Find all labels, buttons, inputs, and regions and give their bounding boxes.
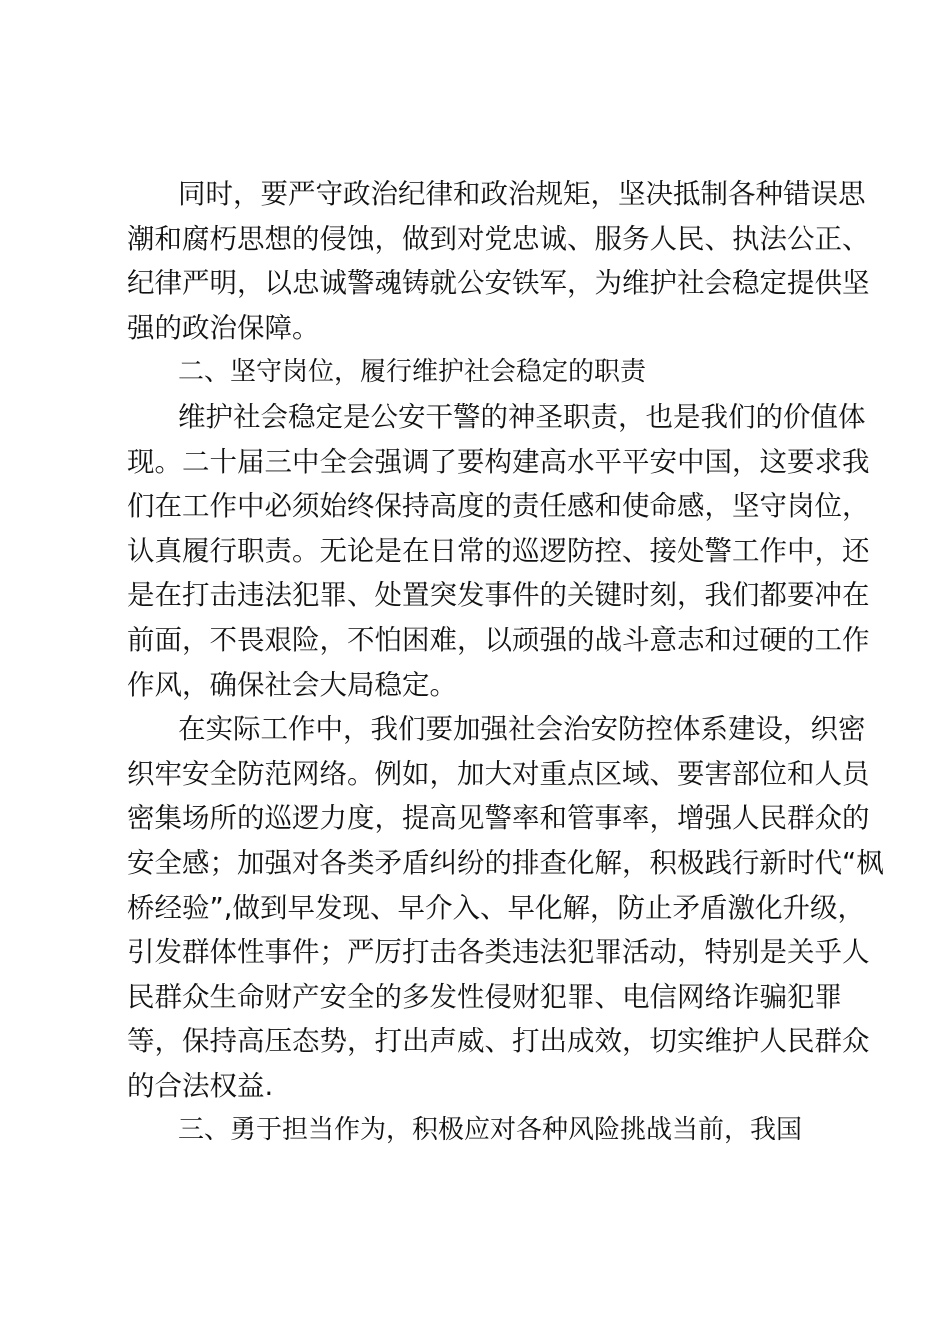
text-line: 是在打击违法犯罪、处置突发事件的关键时刻，我们都要冲在: [127, 579, 870, 612]
paragraph-practical-work: [127, 707, 884, 1108]
text-line: 桥经验”,做到早发现、早介入、早化解，防止矛盾激化升级，: [127, 891, 865, 924]
text-line: 密集场所的巡逻力度，提高见警率和管事率，增强人民群众的: [127, 802, 870, 835]
text-line: 织牢安全防范网络。例如，加大对重点区域、要害部位和人员: [127, 757, 870, 790]
text-line: 在实际工作中，我们要加强社会治安防控体系建设，织密: [178, 713, 866, 746]
section-heading-3: 三、勇于担当作为，积极应对各种风险挑战当前，我国: [178, 1115, 803, 1146]
text-line: 作风，确保社会大局稳定。: [127, 668, 457, 701]
text-line: 认真履行职责。无论是在日常的巡逻防控、接处警工作中，还: [127, 534, 870, 567]
document-body: [127, 172, 884, 1153]
text-line: 们在工作中必须始终保持高度的责任感和使命感，坚守岗位，: [127, 490, 870, 523]
text-line: 现。二十届三中全会强调了要构建高水平平安中国，这要求我: [127, 445, 870, 478]
section-heading-2: 二、坚守岗位，履行维护社会稳定的职责: [178, 357, 647, 388]
text-line: 前面，不畏艰险，不怕困难，以顽强的战斗意志和过硬的工作: [127, 623, 870, 656]
text-line: 引发群体性事件；严厉打击各类违法犯罪活动，特别是关乎人: [127, 936, 870, 969]
text-line: 强的政治保障。: [127, 311, 320, 344]
text-line: 的合法权益.: [127, 1069, 274, 1102]
paragraph-political-discipline: [127, 172, 870, 350]
text-line: 纪律严明，以忠诚警魂铸就公安铁军，为维护社会稳定提供坚: [127, 267, 870, 300]
text-line: 民群众生命财产安全的多发性侵财犯罪、电信网络诈骗犯罪: [127, 980, 842, 1013]
text-line: 等，保持高压态势，打出声威、打出成效，切实维护人民群众: [127, 1025, 870, 1058]
text-line: 同时，要严守政治纪律和政治规矩，坚决抵制各种错误思: [178, 178, 866, 210]
paragraph-stick-to-post: [127, 395, 870, 707]
text-line: 安全感；加强对各类矛盾纠纷的排查化解，积极践行新时代“枫: [127, 846, 884, 879]
text-line: 维护社会稳定是公安干警的神圣职责，也是我们的价值体: [178, 400, 866, 433]
text-line: 潮和腐朽思想的侵蚀，做到对党忠诚、服务人民、执法公正、: [127, 222, 870, 255]
